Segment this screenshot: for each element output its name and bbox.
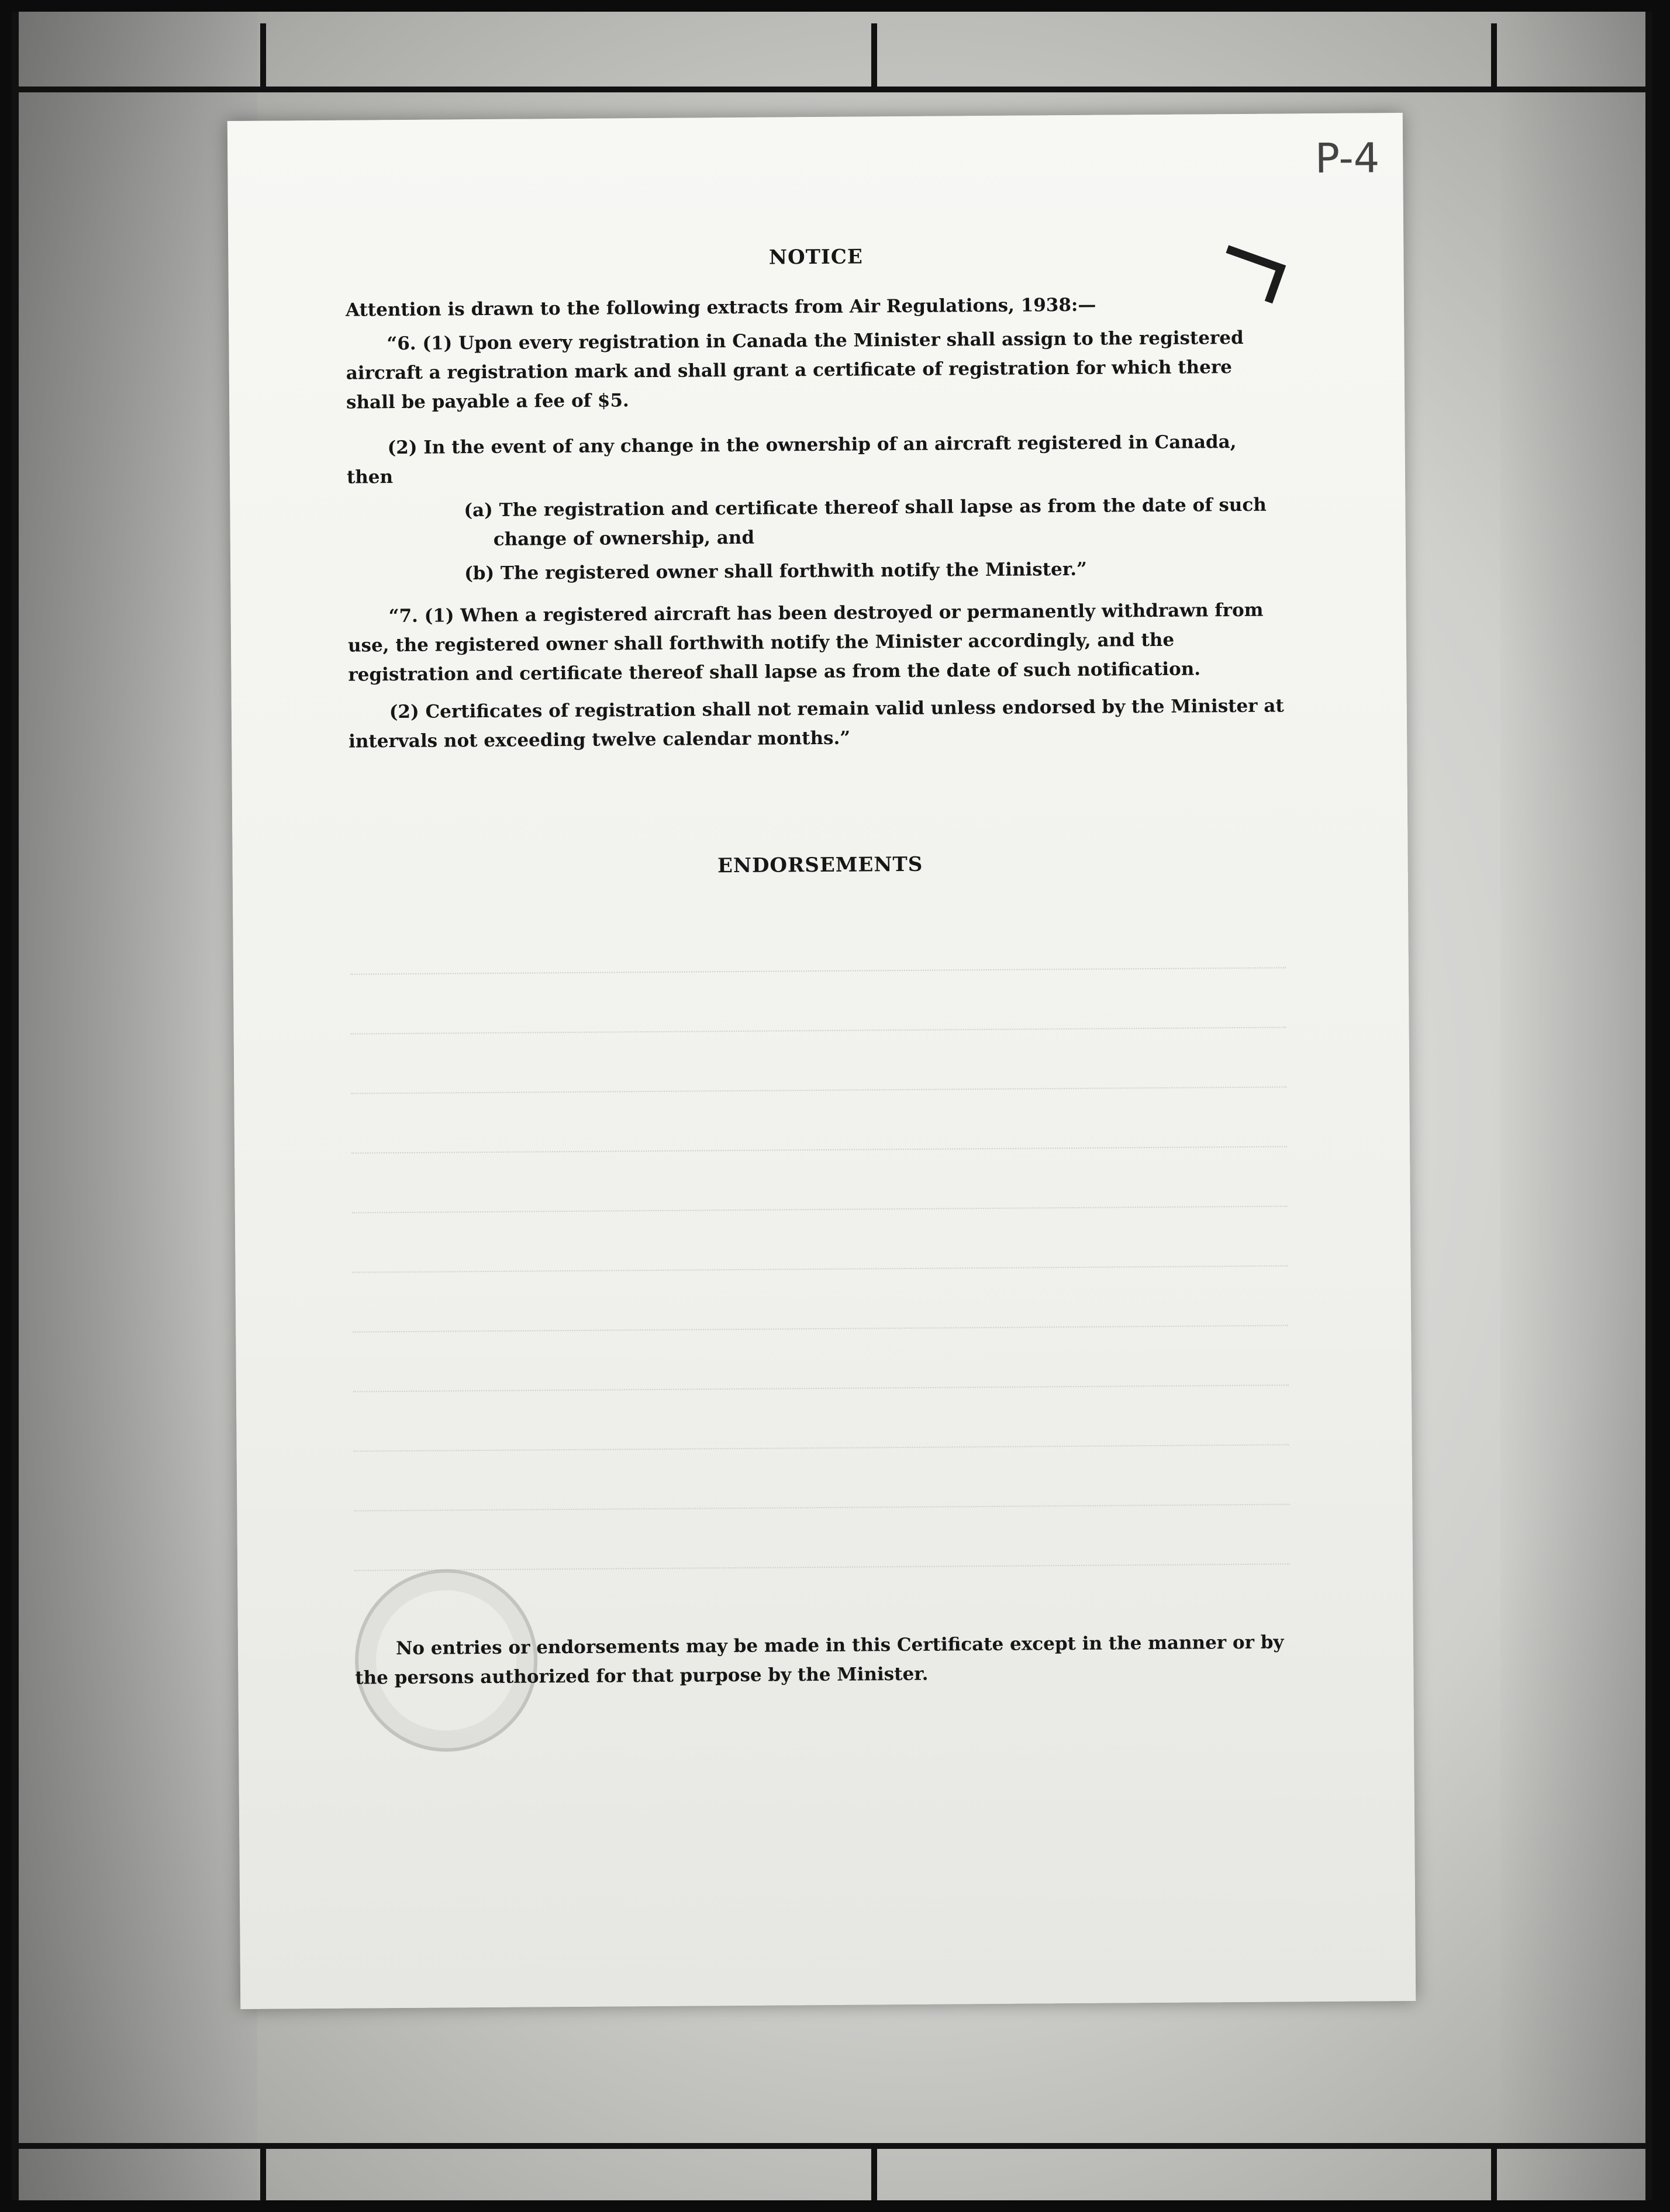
bleed-through-line bbox=[353, 1385, 1289, 1451]
film-tick bbox=[260, 23, 266, 92]
film-border-top bbox=[12, 87, 1652, 92]
bleed-through-form bbox=[350, 908, 1290, 1571]
film-tick bbox=[871, 23, 877, 92]
corner-mark: P-4 bbox=[1314, 134, 1380, 183]
endorsements-title: ENDORSEMENTS bbox=[717, 852, 923, 878]
notice-title: NOTICE bbox=[768, 245, 863, 269]
bleed-through-line bbox=[353, 1326, 1289, 1392]
bleed-through-line bbox=[351, 1147, 1288, 1213]
notice-intro: Attention is drawn to the following extracts from Air Regulations, 1938:— bbox=[345, 294, 1096, 321]
bleed-through-line bbox=[354, 1505, 1290, 1571]
film-shadow-left bbox=[12, 12, 257, 2200]
film-tick bbox=[260, 2143, 266, 2200]
certificate-sheet bbox=[227, 113, 1416, 2009]
regulation-6-2-b: (b) The registered owner shall forthwith notify the Minister.” bbox=[464, 558, 1088, 585]
regulation-7-2: (2) Certificates of registration shall not remain valid unless endorsed by the Minister at intervals not exceeding twelve calendar months.” bbox=[349, 695, 1284, 752]
footer-note bbox=[355, 1627, 1314, 1692]
film-border-bottom bbox=[12, 2143, 1652, 2149]
film-shadow-right bbox=[1500, 12, 1652, 2200]
film-tick bbox=[1491, 23, 1497, 92]
bleed-through-line bbox=[351, 1087, 1287, 1153]
bleed-through-line bbox=[350, 908, 1286, 974]
film-tick bbox=[1491, 2143, 1497, 2200]
bleed-through-line bbox=[350, 968, 1286, 1034]
bleed-through-line bbox=[351, 1028, 1287, 1094]
bleed-through-line bbox=[354, 1445, 1290, 1511]
film-border-right bbox=[1645, 12, 1652, 2200]
microfilm-frame bbox=[12, 12, 1652, 2200]
film-border-left bbox=[12, 12, 19, 2200]
film-tick bbox=[871, 2143, 877, 2200]
footer-note-text: No entries or endorsements may be made in this Certificate except in the manner or by the persons authorized for that purpose by the Minister. bbox=[355, 1632, 1284, 1689]
bleed-through-line bbox=[353, 1266, 1289, 1332]
regulation-6-2-a: (a) The registration and certificate thereof shall lapse as from the date of such change of ownership, and bbox=[464, 494, 1267, 550]
regulation-7-1: “7. (1) When a registered aircraft has been destroyed or permanently withdrawn from use, the registered owner shall forthwith notify the Minister accordingly, and the registration and certificate thereof shall lapse as from the date of such notification. bbox=[347, 599, 1264, 686]
bleed-through-line bbox=[352, 1207, 1288, 1273]
notice-body bbox=[346, 289, 1284, 756]
regulation-6-1: “6. (1) Upon every registration in Canada the Minister shall assign to the registered aircraft a registration mark and shall grant a certificate of registration for which there shall be payable a fee of $5. bbox=[346, 327, 1244, 413]
regulation-6-2: (2) In the event of any change in the ownership of an aircraft registered in Canada, then bbox=[346, 431, 1237, 488]
